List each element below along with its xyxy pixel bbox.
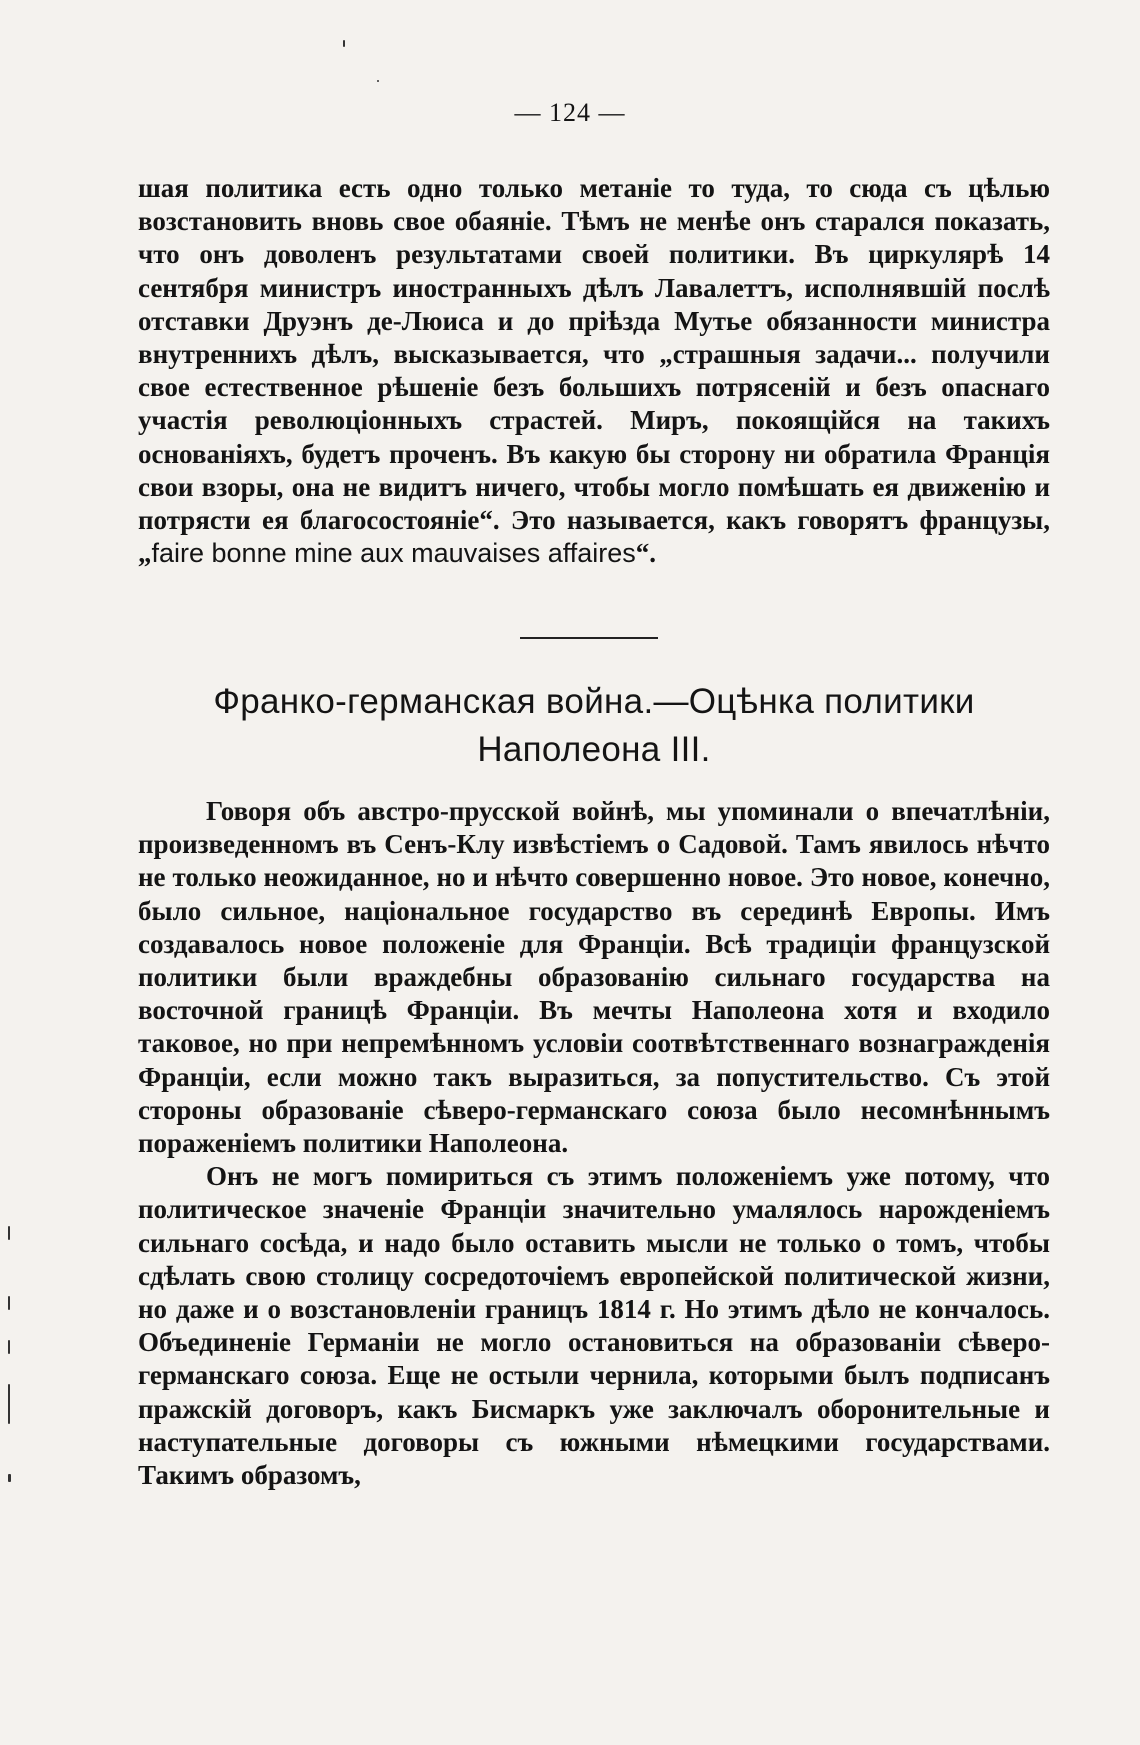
top-paragraph [138,172,1050,570]
page-number: — 124 — [514,98,626,127]
top-paragraph-end: “. [635,538,657,569]
scan-speck [377,80,379,82]
section-title-line-1: Франко-германская война.—Оцѣнка политики [213,682,975,721]
top-paragraph-russian: шая политика есть одно только метаніе то туда, то сюда съ цѣлью возстановить вновь свое обаяніе. Тѣмъ не менѣе онъ старался показать, что онъ доволенъ результатами своей политики. Въ циркулярѣ 14 сентября министръ иностранныхъ дѣлъ Лавалеттъ, исполнявшій послѣ отставки Друэнъ де-Люиса и до пріѣзда Мутье обязанности министра внутреннихъ дѣлъ, высказывается, что „страшныя задачи... получили свое естественное рѣшеніе безъ большихъ потрясеній и безъ опаснаго участія революціонныхъ страстей. Миръ, покоящійся на такихъ основаніяхъ, будетъ проченъ. Въ какую бы сторону ни обратила Франція свои взоры, она не видитъ ничего, чтобы могло помѣшать ея движенію и потрясти ея благосостояніе“. Это называется, какъ говорятъ французы, „ [138,173,1050,569]
scan-speck [343,40,345,47]
scan-speck [8,1296,10,1310]
paragraph-2: Онъ не могъ помириться съ этимъ положеніемъ уже потому, что политическое значеніе Франціи значительно умалялось нарожденіемъ сильнаго сосѣда, и надо было оставить мысли не только о томъ, чтобы сдѣлать свою столицу сосредоточіемъ европейской политической жизни, но даже и о возстановленіи границъ 1814 г. Но этимъ дѣло не кончалось. Объединеніе Германіи не могло остановиться на образованіи сѣверо-германскаго союза. Еще не остыли чернила, которыми былъ подписанъ пражскій договоръ, какъ Бисмаркъ уже заключалъ оборонительные и наступательные договоры съ южными нѣмецкими государствами. Такимъ образомъ, [138,1161,1050,1491]
scan-speck [8,1384,10,1424]
section-title [138,678,1050,774]
scan-speck [8,1474,11,1482]
scan-speck [8,1340,10,1354]
section-divider [520,637,658,639]
scan-speck [8,1226,10,1240]
top-paragraph-text [138,172,1050,570]
paragraph-1: Говоря объ австро-прусской войнѣ, мы упоминали о впечатлѣніи, произведенномъ въ Сенъ-Клу извѣстіемъ о Садовой. Тамъ явилось нѣчто не только неожиданное, но и нѣчто совершенно новое. Это новое, конечно, было сильное, національное государство въ серединѣ Европы. Имъ создавалось новое положеніе для Франціи. Всѣ традиціи французской политики были враждебны образованію сильнаго государства на восточной границѣ Франціи. Въ мечты Наполеона хотя и входило таковое, но при непремѣнномъ условіи соотвѣтственнаго вознагражденія Франціи, если можно такъ выразиться, за попустительство. Съ этой стороны образованіе сѣверо-германскаго союза было несомнѣннымъ пораженіемъ политики Наполеона. [138,796,1050,1159]
main-text [138,795,1050,1492]
section-title-line-2: Наполеона III. [477,730,711,769]
french-phrase: faire bonne mine aux mauvaises affaires [151,538,636,569]
